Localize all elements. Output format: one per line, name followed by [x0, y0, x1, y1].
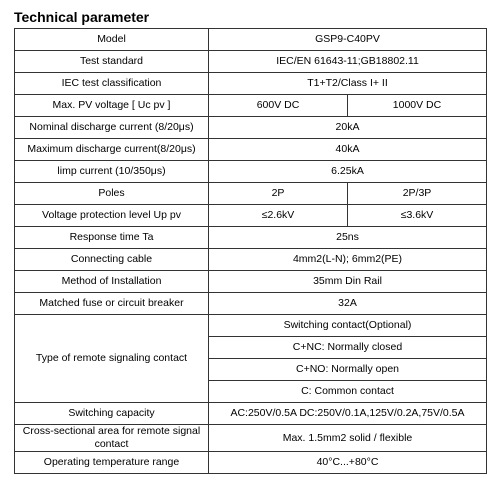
- param-label: Switching capacity: [15, 403, 209, 425]
- table-row: [15, 117, 487, 139]
- table-row: [15, 73, 487, 95]
- param-value: C: Common contact: [209, 381, 487, 403]
- param-value: ≤2.6kV: [209, 205, 348, 227]
- technical-parameter-table: [14, 28, 487, 474]
- param-value: 2P/3P: [348, 183, 487, 205]
- param-value: T1+T2/Class I+ II: [209, 73, 487, 95]
- param-value: 40kA: [209, 139, 487, 161]
- table-row: [15, 293, 487, 315]
- table-row: [15, 29, 487, 51]
- table-row: [15, 452, 487, 474]
- param-label: Operating temperature range: [15, 452, 209, 474]
- param-value: 600V DC: [209, 95, 348, 117]
- param-label: Voltage protection level Up pv: [15, 205, 209, 227]
- param-label: Matched fuse or circuit breaker: [15, 293, 209, 315]
- param-value: 32A: [209, 293, 487, 315]
- param-label: Poles: [15, 183, 209, 205]
- param-value: IEC/EN 61643-11;GB18802.11: [209, 51, 487, 73]
- table-row: [15, 403, 487, 425]
- param-value: 35mm Din Rail: [209, 271, 487, 293]
- param-label: Maximum discharge current(8/20μs): [15, 139, 209, 161]
- param-label: Model: [15, 29, 209, 51]
- param-value: 40°C...+80°C: [209, 452, 487, 474]
- param-value: GSP9-C40PV: [209, 29, 487, 51]
- table-row: [15, 315, 487, 337]
- table-row: [15, 227, 487, 249]
- param-label: Max. PV voltage [ Uc pv ]: [15, 95, 209, 117]
- param-value: C+NO: Normally open: [209, 359, 487, 381]
- param-value: Max. 1.5mm2 solid / flexible: [209, 425, 487, 452]
- param-label: Connecting cable: [15, 249, 209, 271]
- param-label: Type of remote signaling contact: [15, 315, 209, 403]
- param-value: 4mm2(L-N); 6mm2(PE): [209, 249, 487, 271]
- param-label: Method of Installation: [15, 271, 209, 293]
- param-label: limp current (10/350μs): [15, 161, 209, 183]
- param-label-line: Cross-sectional area for remote signal: [22, 425, 201, 437]
- param-label-line: contact: [94, 438, 129, 450]
- param-label: Test standard: [15, 51, 209, 73]
- param-value: 2P: [209, 183, 348, 205]
- table-row: [15, 183, 487, 205]
- param-value: 1000V DC: [348, 95, 487, 117]
- param-label: Nominal discharge current (8/20μs): [15, 117, 209, 139]
- param-value: 20kA: [209, 117, 487, 139]
- param-label: IEC test classification: [15, 73, 209, 95]
- table-row: [15, 205, 487, 227]
- param-value: 6.25kA: [209, 161, 487, 183]
- table-row: [15, 161, 487, 183]
- param-value: C+NC: Normally closed: [209, 337, 487, 359]
- table-row: [15, 139, 487, 161]
- table-row: [15, 249, 487, 271]
- table-row: [15, 51, 487, 73]
- section-title: Technical parameter: [14, 9, 150, 25]
- param-label: Response time Ta: [15, 227, 209, 249]
- table-row: [15, 271, 487, 293]
- param-value: AC:250V/0.5A DC:250V/0.1A,125V/0.2A,75V/0.5A: [209, 403, 487, 425]
- param-label: [15, 425, 209, 452]
- table-row: [15, 425, 487, 452]
- table-row: [15, 95, 487, 117]
- param-value: Switching contact(Optional): [209, 315, 487, 337]
- param-value: 25ns: [209, 227, 487, 249]
- param-value: ≤3.6kV: [348, 205, 487, 227]
